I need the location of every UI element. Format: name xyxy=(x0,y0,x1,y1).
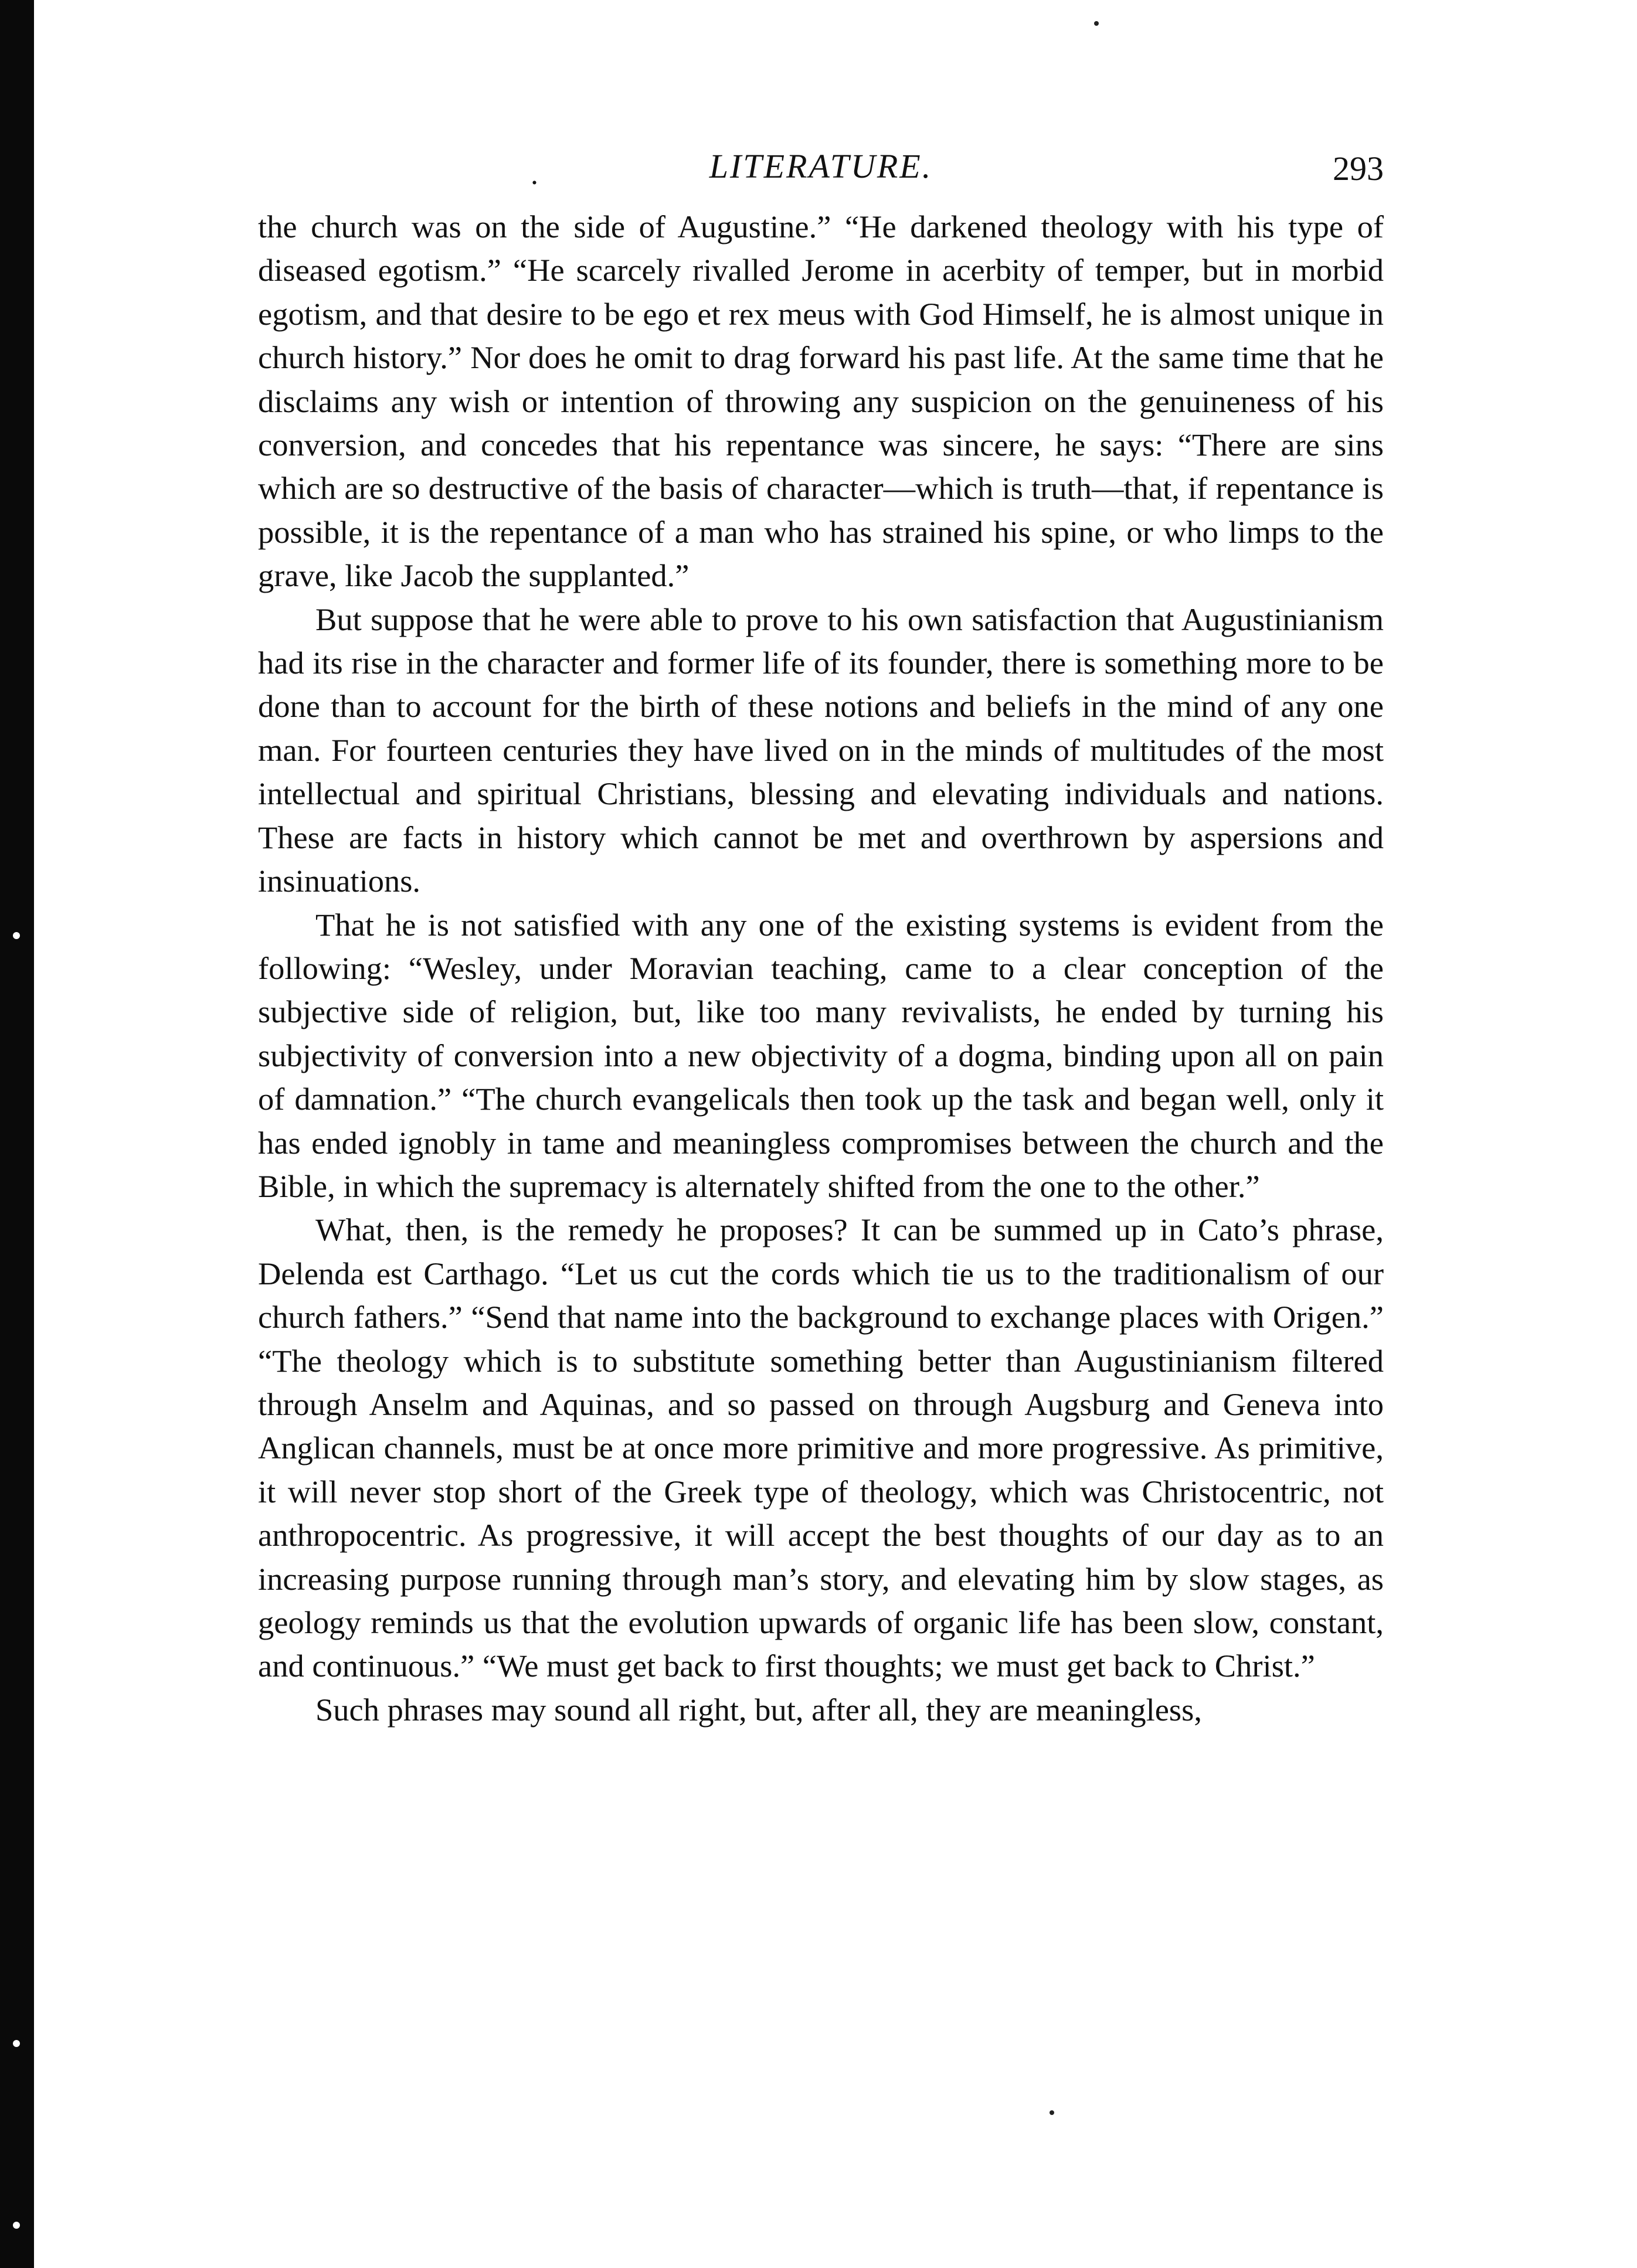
scan-mark xyxy=(13,932,20,939)
paragraph: But suppose that he were able to prove to his own satisfaction that Augustinianism had its rise in the character and former life of its founder, there is something more to be done than to account for the birth of these notions and beliefs in the mind of any one man. For fourteen centuries they have lived on in the minds of multitudes of the most intellectual and spiritual Christians, blessing and elevating individuals and nations. These are facts in history which cannot be met and overthrown by aspersions and insinuations. xyxy=(258,601,1384,899)
page-number: 293 xyxy=(1333,149,1384,188)
ink-speck xyxy=(1050,2110,1054,2115)
paragraph: That he is not satisfied with any one of the existing systems is evident from the following: “Wesley, under Moravian teaching, came to a clear conception of the subjective side of religion, but, like too many revivalists, he ended by turning his subjectivity of conversion into a new objectivity of a dogma, binding upon all on pain of damnation.” “The church evangelicals then took up the task and began well, only it has ended ignobly in tame and meaningless compromises between the church and the Bible, in which the supremacy is alternately shifted from the one to the other.” xyxy=(258,906,1384,1204)
paragraph: the church was on the side of Augustine.” “He darkened theology with his type of diseased egotism.” “He scarcely rivalled Jerome in acerbity of temper, but in morbid egotism, and that desire to be ego et rex meus with God Himself, he is almost unique in church history.” Nor does he omit to drag forward his past life. At the same time that he disclaims any wish or intention of throwing any suspicion on the genuineness of his conversion, and concedes that his repentance was sincere, he says: “There are sins which are so destructive of the basis of character—which is truth—that, if repentance is possible, it is the repentance of a man who has strained his spine, or who limps to the grave, like Jacob the supplanted.” xyxy=(258,209,1384,594)
scan-mark xyxy=(13,2040,20,2047)
body-text xyxy=(258,205,1384,1732)
running-header xyxy=(258,141,1384,205)
paragraph: Such phrases may sound all right, but, after all, they are meaningless, xyxy=(315,1691,1202,1728)
scan-edge xyxy=(0,0,34,2268)
running-title: LITERATURE. xyxy=(709,147,933,185)
header-dot: . xyxy=(531,158,538,191)
ink-speck xyxy=(1094,21,1099,26)
paragraph: What, then, is the remedy he proposes? It can be summed up in Cato’s phrase, Delenda est Carthago. “Let us cut the cords which tie us to the traditionalism of our church fathers.” “Send that name into the background to exchange places with Origen.” “The theology which is to substitute something better than Augustinianism filtered through Anselm and Aquinas, and so passed on through Augsburg and Geneva into Anglican channels, must be at once more primitive and more progressive. As primitive, it will never stop short of the Greek type of theology, which was Christocentric, not anthropocentric. As progressive, it will accept the best thoughts of our day as to an increasing purpose running through man’s story, and elevating him by slow stages, as geology reminds us that the evolution upwards of organic life has been slow, constant, and continuous.” “We must get back to first thoughts; we must get back to Christ.” xyxy=(258,1212,1384,1684)
scan-mark xyxy=(13,2222,20,2229)
book-page xyxy=(258,141,1384,1732)
